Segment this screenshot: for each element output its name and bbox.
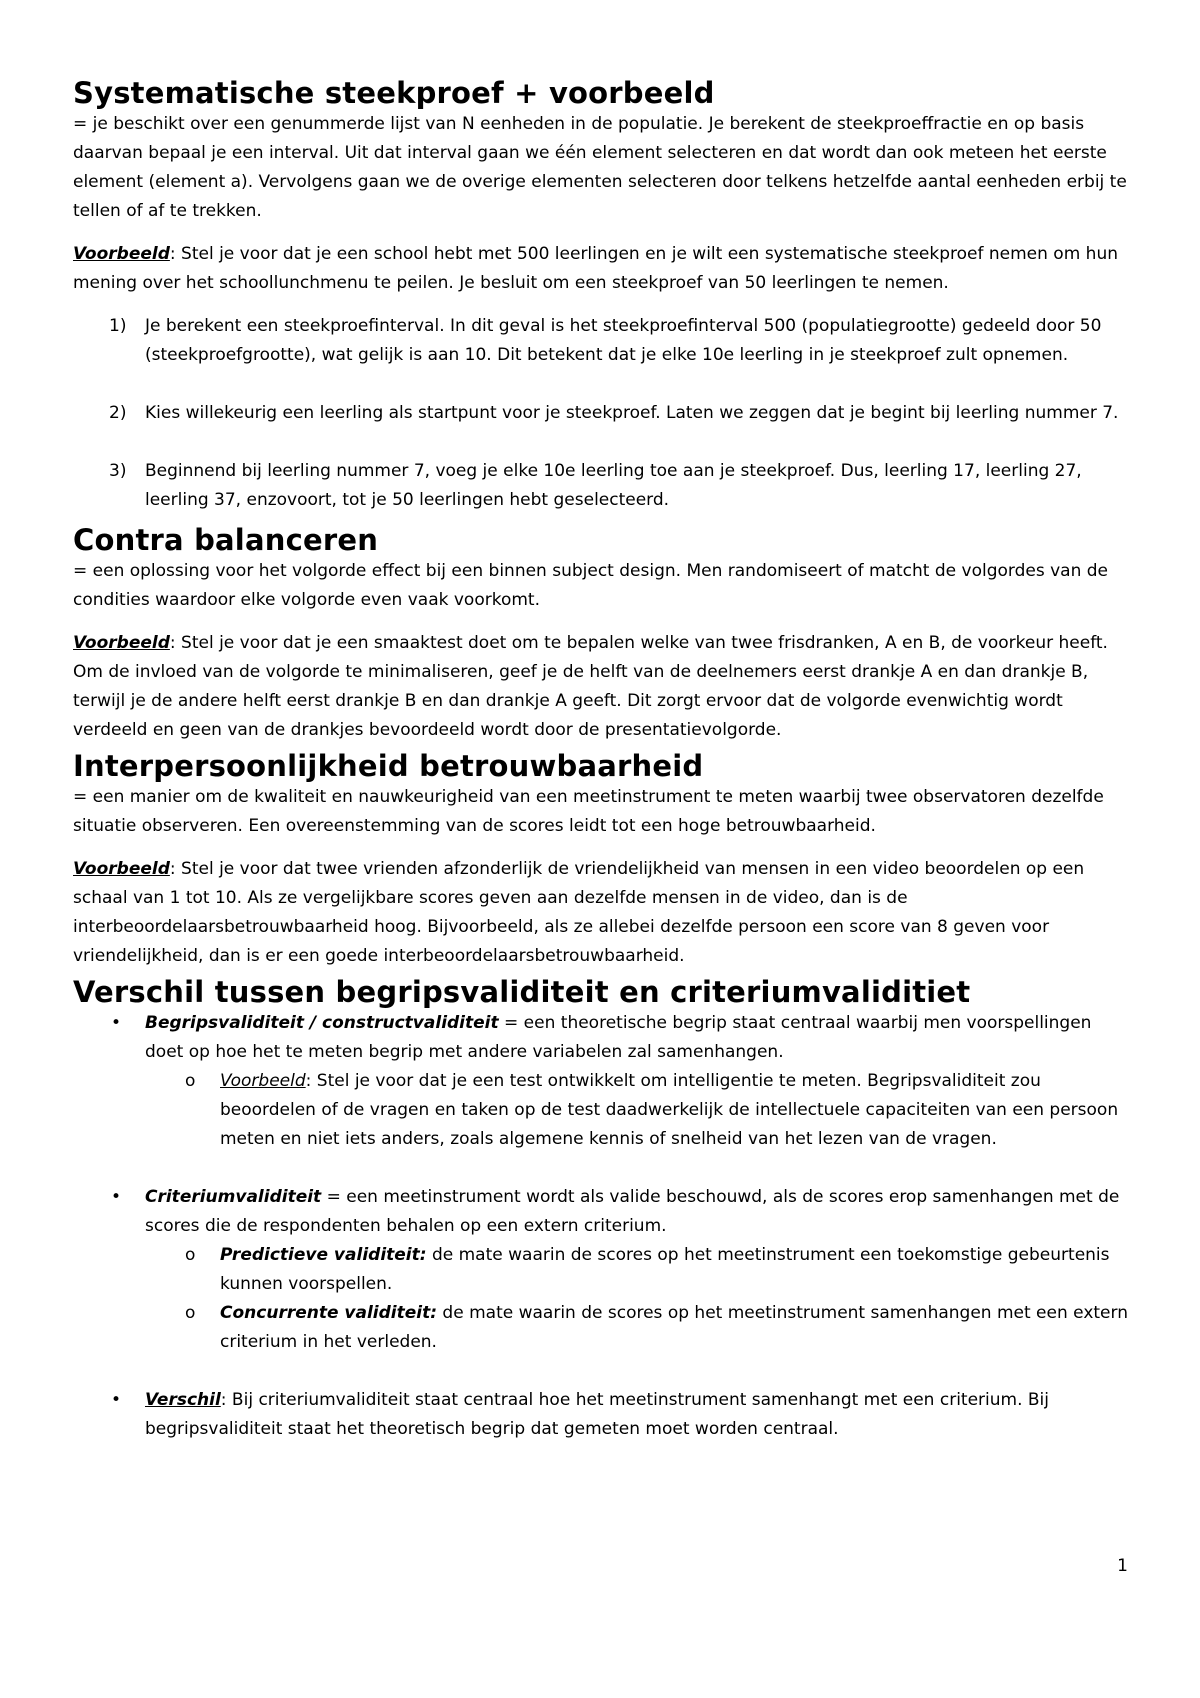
sub-list [145, 1067, 1128, 1154]
step-number: 1) [109, 316, 127, 336]
sub-text: de mate waarin de scores op het meetinstrument een toekomstige gebeurtenis kunnen voorspellen. [220, 1245, 1110, 1294]
bullet-text: = een theoretische begrip staat centraal waarbij men voorspellingen doet op hoe het te meten begrip met andere variabelen zal samenhangen. [145, 1013, 1092, 1062]
bullet-marker: • [111, 1390, 122, 1410]
example-interpersoonlijkheid [73, 855, 1128, 971]
bullet-marker: • [111, 1013, 122, 1033]
list-item [73, 1386, 1128, 1444]
definition-contra-balanceren: = een oplossing voor het volgorde effect bij een binnen subject design. Men randomiseert of matcht de volgordes van de condities waardoor elke volgorde even vaak voorkomt. [73, 561, 1109, 610]
list-item [73, 1009, 1128, 1154]
sub-text: de mate waarin de scores op het meetinstrument samenhangen met een extern criterium in het verleden. [220, 1303, 1128, 1352]
sub-label: Voorbeeld [220, 1071, 306, 1091]
example-text: : Stel je voor dat twee vrienden afzonderlijk de vriendelijkheid van mensen in een video beoordelen op een schaal van 1 tot 10. Als ze vergelijkbare scores geven aan dezelfde mensen in de video, dan is de interbeoordelaarsbetrouwbaarheid hoog. Bijvoorbeeld, als ze allebei dezelfde persoon een score van 8 geven voor vriendelijkheid, dan is er een goede interbeoordelaarsbetrouwbaarheid. [73, 859, 1085, 966]
heading-interpersoonlijkheid: Interpersoonlijkheid betrouwbaarheid [73, 749, 704, 783]
bullet-text: = een meetinstrument wordt als valide beschouwd, als de scores erop samenhangen met de scores die de respondenten behalen op een extern criterium. [145, 1187, 1120, 1236]
list-item [73, 1183, 1128, 1357]
page-number: 1 [1117, 1556, 1128, 1576]
example-label: Voorbeeld [73, 244, 170, 264]
heading-contra-balanceren: Contra balanceren [73, 523, 379, 557]
sub-list-item [73, 1067, 1128, 1154]
sub-list-item [73, 1241, 1128, 1299]
step-text: Kies willekeurig een leerling als startpunt voor je steekproef. Laten we zeggen dat je begint bij leerling nummer 7. [145, 403, 1119, 423]
example-contra-balanceren [73, 629, 1128, 745]
example-label: Voorbeeld [73, 859, 170, 879]
example-text: : Stel je voor dat je een school hebt met 500 leerlingen en je wilt een systematische steekproef nemen om hun mening over het schoollunchmenu te peilen. Je besluit om een steekproef van 50 leerlingen te nemen. [73, 244, 1118, 293]
list-item [73, 312, 1128, 370]
definition-interpersoonlijkheid: = een manier om de kwaliteit en nauwkeurigheid van een meetinstrument te meten waarbij twee observatoren dezelfde situatie observeren. Een overeenstemming van de scores leidt tot een hoge betrouwbaarheid. [73, 787, 1104, 836]
sub-label: Concurrente validiteit: [220, 1303, 438, 1323]
definition-systematische-steekproef: = je beschikt over een genummerde lijst van N eenheden in de populatie. Je berekent de steekproeffractie en op basis daarvan bepaal je een interval. Uit dat interval gaan we één element selecteren en dat wordt dan ook meteen het eerste element (element a). Vervolgens gaan we de overige elementen selecteren door telkens hetzelfde aantal eenheden erbij te tellen of af te trekken. [73, 114, 1127, 221]
list-item [73, 399, 1128, 428]
step-number: 3) [109, 461, 127, 481]
bullet-term: Verschil [145, 1390, 221, 1410]
sub-marker: o [185, 1071, 196, 1091]
bullet-term: Begripsvaliditeit / constructvaliditeit [145, 1013, 499, 1033]
example-systematische-steekproef [73, 240, 1128, 298]
bullet-marker: • [111, 1187, 122, 1207]
step-number: 2) [109, 403, 127, 423]
validity-bullet-list [73, 1009, 1128, 1444]
bullet-text: : Bij criteriumvaliditeit staat centraal hoe het meetinstrument samenhangt met een criterium. Bij begripsvaliditeit staat het theoretisch begrip dat gemeten moet worden centraal. [145, 1390, 1050, 1439]
steps-list [73, 312, 1128, 515]
bullet-term: Criteriumvaliditeit [145, 1187, 322, 1207]
example-label: Voorbeeld [73, 633, 170, 653]
step-text: Beginnend bij leerling nummer 7, voeg je elke 10e leerling toe aan je steekproef. Dus, leerling 17, leerling 27, leerling 37, enzovoort, tot je 50 leerlingen hebt geselecteerd. [145, 461, 1082, 510]
example-text: : Stel je voor dat je een smaaktest doet om te bepalen welke van twee frisdranken, A en B, de voorkeur heeft. Om de invloed van de volgorde te minimaliseren, geef je de helft van de deelnemers eerst drankje A en dan drankje B, terwijl je de andere helft eerst drankje B en dan drankje A geeft. Dit zorgt ervoor dat de volgorde evenwichtig wordt verdeeld en geen van de drankjes bevoordeeld wordt door de presentatievolgorde. [73, 633, 1108, 740]
heading-verschil-validiteit: Verschil tussen begripsvaliditeit en criteriumvaliditiet [73, 975, 971, 1009]
sub-list-item [73, 1299, 1128, 1357]
step-text: Je berekent een steekproefinterval. In dit geval is het steekproefinterval 500 (populatiegrootte) gedeeld door 50 (steekproefgrootte), wat gelijk is aan 10. Dit betekent dat je elke 10e leerling in je steekproef zult opnemen. [145, 316, 1102, 365]
sub-label: Predictieve validiteit: [220, 1245, 427, 1265]
sub-marker: o [185, 1303, 196, 1323]
sub-list [145, 1241, 1128, 1357]
list-item [73, 457, 1128, 515]
sub-marker: o [185, 1245, 196, 1265]
sub-text: : Stel je voor dat je een test ontwikkelt om intelligentie te meten. Begripsvaliditeit zou beoordelen of de vragen en taken op de test daadwerkelijk de intellectuele capaciteiten van een persoon meten en niet iets anders, zoals algemene kennis of snelheid van het lezen van de vragen. [220, 1071, 1119, 1149]
heading-systematische-steekproef: Systematische steekproef + voorbeeld [73, 76, 715, 110]
